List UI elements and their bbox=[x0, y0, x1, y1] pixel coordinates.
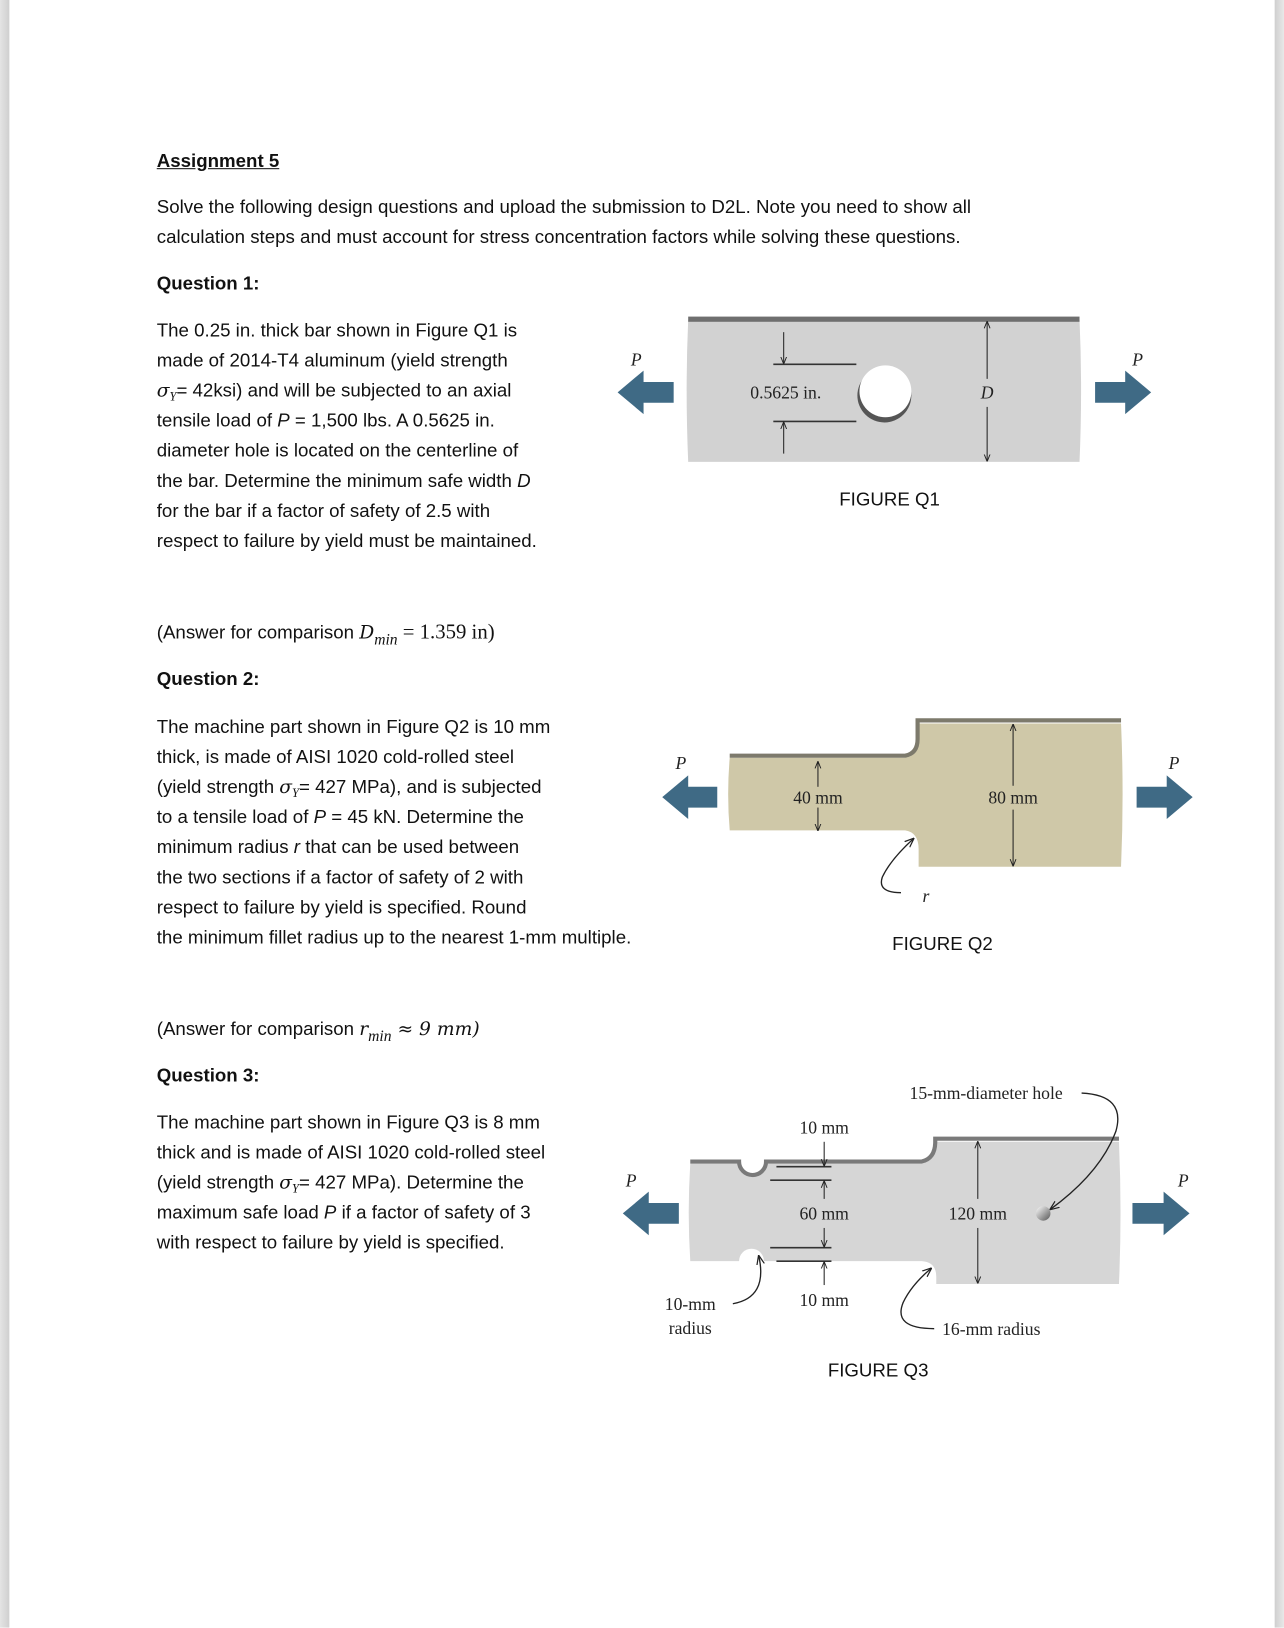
part-body bbox=[728, 723, 1122, 866]
radius-leader bbox=[881, 839, 913, 893]
load-label-left: P bbox=[630, 349, 642, 370]
text-segment: (yield strength bbox=[156, 1171, 280, 1193]
math-symbol: r bbox=[359, 1018, 369, 1041]
hole-dimension-label: 0.5625 in. bbox=[750, 382, 822, 403]
math-symbol: ≈ 9 mm) bbox=[391, 1018, 480, 1041]
text-segment: (Answer for comparison bbox=[156, 1018, 360, 1040]
figure-caption: FIGURE Q3 bbox=[827, 1359, 929, 1381]
text-segment: The 0.25 in. thick bar shown in Figure Q1 is bbox=[156, 319, 518, 341]
hole bbox=[1036, 1206, 1051, 1221]
notch-top-depth-label: 10 mm bbox=[799, 1117, 849, 1138]
text-segment: = 42ksi) and will be subjected to an axial bbox=[176, 379, 512, 401]
wide-width-label: 80 mm bbox=[988, 787, 1038, 808]
notch-radius-label: 10-mm bbox=[664, 1293, 716, 1314]
math-symbol: Y bbox=[169, 389, 177, 404]
question-1-heading: Question 1: bbox=[156, 272, 260, 294]
text-segment: maximum safe load bbox=[156, 1202, 324, 1223]
figure-caption: FIGURE Q2 bbox=[892, 932, 993, 954]
load-arrow-left-icon bbox=[662, 775, 717, 819]
wide-width-label: 120 mm bbox=[948, 1203, 1007, 1224]
math-symbol: D bbox=[517, 470, 531, 491]
load-label-right: P bbox=[1132, 349, 1144, 370]
text-segment: = 427 MPa). Determine the bbox=[298, 1171, 524, 1193]
text-segment: thick, is made of AISI 1020 cold-rolled steel bbox=[156, 746, 515, 768]
text-segment: The machine part shown in Figure Q2 is 10 mm bbox=[156, 716, 551, 737]
figure-q3 bbox=[623, 1083, 1190, 1380]
text-segment: (yield strength bbox=[156, 776, 280, 798]
load-arrow-right-icon bbox=[1095, 371, 1151, 415]
text-segment: = 1,500 lbs. A 0.5625 in. bbox=[289, 410, 495, 431]
figure-q1 bbox=[618, 317, 1152, 510]
text-segment: respect to failure by yield is specified. Round bbox=[156, 896, 527, 918]
question-2-heading: Question 2: bbox=[156, 668, 260, 690]
radius-label: r bbox=[922, 886, 930, 907]
question-3-heading: Question 3: bbox=[156, 1064, 260, 1086]
load-label-right: P bbox=[1177, 1170, 1189, 1191]
width-dimension-label: D bbox=[980, 382, 994, 403]
notch-radius-label: radius bbox=[668, 1317, 712, 1338]
hole bbox=[859, 365, 911, 417]
assignment-title: Assignment 5 bbox=[156, 150, 280, 172]
figure-caption: FIGURE Q1 bbox=[839, 488, 940, 510]
text-segment: tensile load of bbox=[156, 410, 278, 431]
math-symbol: P bbox=[313, 806, 327, 828]
text-segment: The machine part shown in Figure Q3 is 8 mm bbox=[156, 1111, 540, 1133]
math-symbol: P bbox=[277, 410, 290, 431]
text-segment: diameter hole is located on the centerline of bbox=[156, 440, 519, 461]
math-symbol: D bbox=[359, 621, 375, 644]
text-segment: respect to failure by yield must be maintained. bbox=[156, 530, 537, 552]
math-symbol: min bbox=[374, 632, 398, 649]
text-segment: made of 2014-T4 aluminum (yield strength bbox=[156, 349, 508, 371]
text-segment: (Answer for comparison bbox=[156, 621, 360, 643]
text-segment: that can be used between bbox=[300, 836, 520, 858]
load-label-left: P bbox=[675, 753, 687, 774]
bar-top-edge bbox=[688, 317, 1079, 322]
hole-label: 15-mm-diameter hole bbox=[909, 1083, 1063, 1104]
math-symbol: r bbox=[293, 836, 301, 858]
intro-line: Solve the following design questions and upload the submission to D2L. Note you need to show all bbox=[156, 196, 972, 217]
load-label-left: P bbox=[625, 1170, 637, 1191]
math-symbol: = 1.359 in) bbox=[397, 620, 495, 644]
math-symbol: Y bbox=[292, 1181, 299, 1196]
math-symbol: min bbox=[368, 1028, 392, 1046]
text-segment: for the bar if a factor of safety of 2.5 with bbox=[156, 500, 491, 522]
fillet-leader bbox=[901, 1268, 934, 1328]
text-segment: = 45 kN. Determine the bbox=[326, 806, 524, 828]
load-arrow-right-icon bbox=[1132, 1192, 1189, 1236]
figure-q2 bbox=[662, 720, 1192, 953]
notch-bottom-depth-label: 10 mm bbox=[799, 1289, 849, 1310]
math-symbol: σ bbox=[279, 776, 293, 799]
text-segment: thick and is made of AISI 1020 cold-rolled steel bbox=[156, 1141, 546, 1163]
text-segment: to a tensile load of bbox=[156, 806, 314, 828]
load-arrow-left-icon bbox=[618, 371, 674, 415]
notch-width-label: 60 mm bbox=[799, 1203, 849, 1224]
text-segment: the bar. Determine the minimum safe width bbox=[156, 470, 518, 491]
math-symbol: P bbox=[323, 1202, 337, 1223]
load-label-right: P bbox=[1168, 753, 1180, 774]
math-symbol: Y bbox=[292, 785, 299, 801]
text-segment: if a factor of safety of 3 bbox=[336, 1202, 531, 1223]
load-arrow-right-icon bbox=[1137, 775, 1193, 819]
load-arrow-left-icon bbox=[623, 1192, 679, 1236]
notch-leader bbox=[733, 1256, 761, 1304]
math-symbol: σ bbox=[279, 1171, 293, 1194]
math-symbol: σ bbox=[156, 379, 170, 402]
text-segment: with respect to failure by yield is specified. bbox=[156, 1232, 505, 1253]
text-segment: the minimum fillet radius up to the nearest 1-mm multiple. bbox=[156, 926, 632, 948]
narrow-width-label: 40 mm bbox=[793, 787, 843, 808]
intro-line: calculation steps and must account for stress concentration factors while solving these questions. bbox=[156, 226, 961, 248]
text-segment: minimum radius bbox=[156, 836, 294, 858]
text-segment: the two sections if a factor of safety of 2 with bbox=[156, 866, 524, 888]
fillet-radius-label: 16-mm radius bbox=[942, 1318, 1041, 1339]
text-segment: = 427 MPa), and is subjected bbox=[298, 776, 542, 798]
